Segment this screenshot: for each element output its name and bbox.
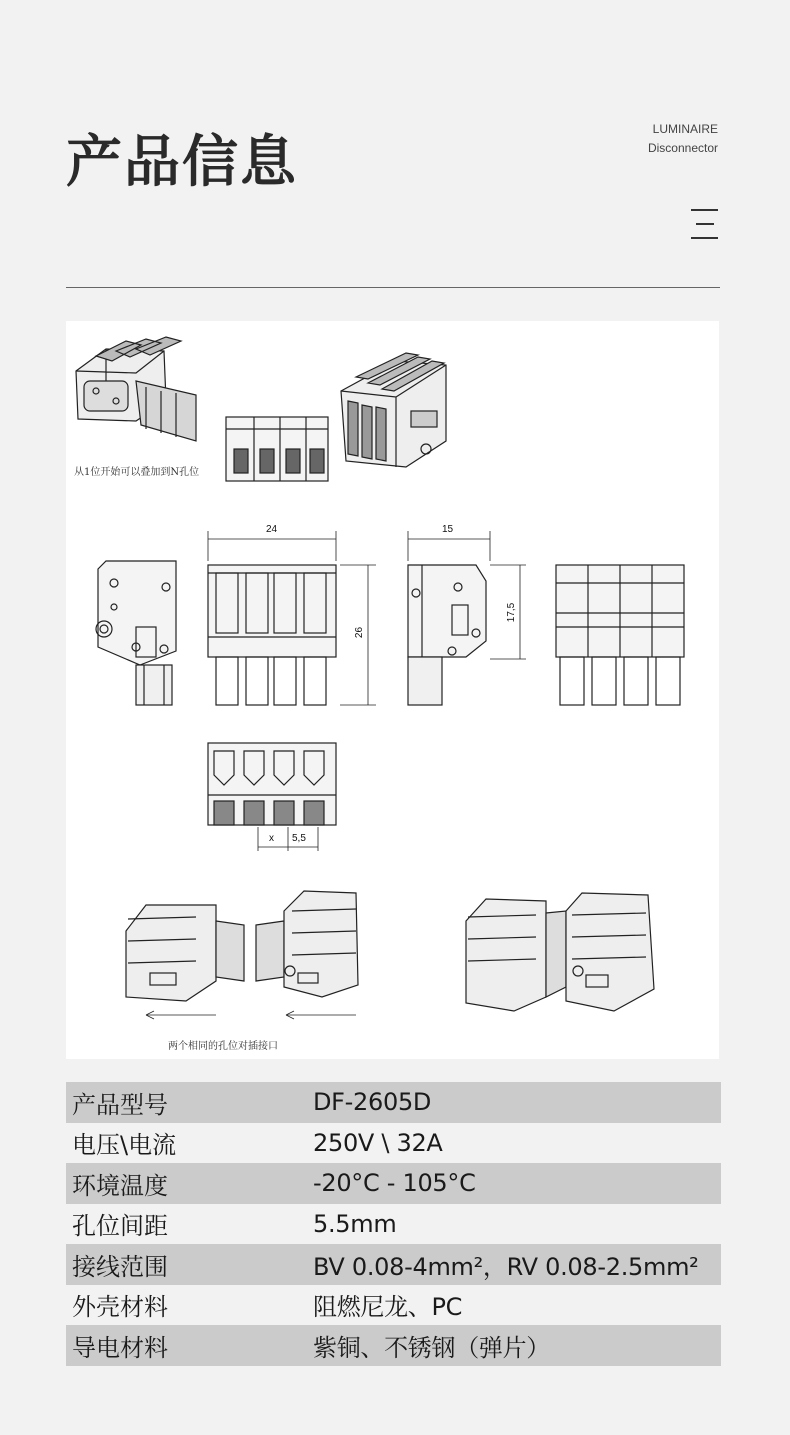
iso-connector-right xyxy=(341,353,446,467)
spec-label: 环境温度 xyxy=(72,1171,168,1200)
spec-value: BV 0.08-4mm²，RV 0.08-2.5mm² xyxy=(313,1252,699,1281)
spec-value: 紫铜、不锈钢（弹片） xyxy=(313,1333,550,1362)
dim-pitch-x: x xyxy=(269,833,274,844)
dim-height-17-5: 17,5 xyxy=(506,602,518,623)
spec-row xyxy=(66,1204,721,1245)
spec-row xyxy=(66,1163,721,1204)
caption-mating: 两个相同的孔位对插接口 xyxy=(168,1041,278,1052)
mating-pair-joined xyxy=(466,893,654,1011)
dim-width-24: 24 xyxy=(266,524,278,535)
spec-value: 阻燃尼龙、PC xyxy=(313,1293,463,1322)
spec-value: 250V \ 32A xyxy=(313,1128,443,1157)
spec-label: 导电材料 xyxy=(72,1333,168,1362)
front-view-main xyxy=(208,531,376,705)
side-view-left xyxy=(96,561,176,705)
iso-connector-left xyxy=(76,337,196,441)
spec-value: -20°C - 105°C xyxy=(313,1169,476,1198)
spec-label: 电压\电流 xyxy=(72,1131,177,1160)
brand-line-2: Disconnector xyxy=(647,141,718,155)
spec-row xyxy=(66,1082,721,1123)
spec-label: 外壳材料 xyxy=(72,1293,168,1322)
header-divider xyxy=(66,287,720,288)
spec-label: 孔位间距 xyxy=(72,1212,168,1241)
page-title: 产品信息 xyxy=(66,130,298,195)
dim-height-26: 26 xyxy=(354,626,366,639)
front-view-small xyxy=(226,417,328,481)
dim-width-15: 15 xyxy=(442,524,454,535)
menu-icon[interactable] xyxy=(688,207,720,241)
brand-line-1: LUMINAIRE xyxy=(652,122,718,136)
back-view xyxy=(556,565,684,705)
dim-pitch-5-5: 5,5 xyxy=(292,833,306,844)
spec-table xyxy=(66,1082,721,1366)
spec-value: 5.5mm xyxy=(313,1209,397,1238)
spec-label: 产品型号 xyxy=(72,1090,168,1119)
technical-drawing xyxy=(66,321,719,1059)
connector-drawings xyxy=(66,321,719,1059)
caption-stackable: 从1位开始可以叠加到N孔位 xyxy=(74,467,200,478)
spec-row xyxy=(66,1285,721,1326)
spec-value: DF-2605D xyxy=(313,1088,432,1117)
spec-label: 接线范围 xyxy=(72,1252,168,1281)
spec-row xyxy=(66,1244,721,1285)
brand-label xyxy=(648,120,718,158)
spec-row xyxy=(66,1123,721,1164)
spec-row xyxy=(66,1325,721,1366)
mating-pair-separated xyxy=(126,891,358,1019)
